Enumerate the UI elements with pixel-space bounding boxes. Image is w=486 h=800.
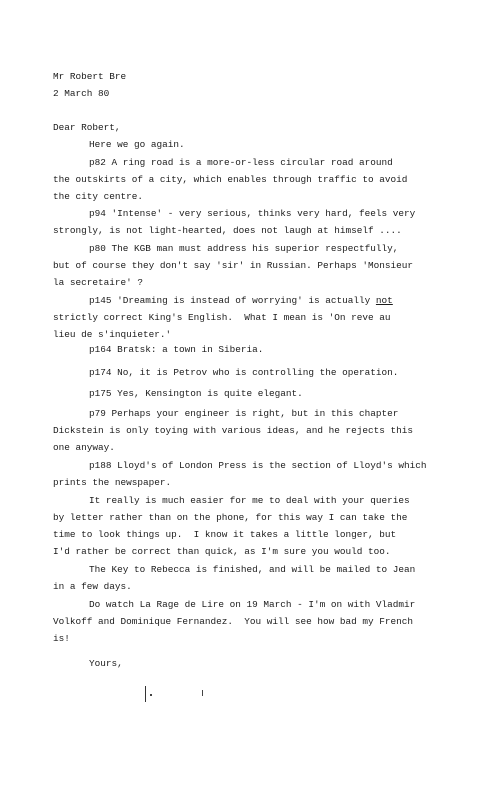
salutation: Dear Robert, bbox=[53, 122, 121, 133]
paragraph-line: by letter rather than on the phone, for this way I can take the bbox=[53, 512, 408, 523]
paragraph-line: one anyway. bbox=[53, 442, 115, 453]
paragraph-line: p175 Yes, Kensington is quite elegant. bbox=[89, 388, 303, 399]
paragraph-line: the outskirts of a city, which enables through traffic to avoid bbox=[53, 174, 408, 185]
paragraph-line: p188 Lloyd's of London Press is the section of Lloyd's which bbox=[89, 460, 427, 471]
recipient-name: Mr Robert Bre bbox=[53, 71, 127, 82]
paragraph-line: strongly, is not light-hearted, does not laugh at himself .... bbox=[53, 225, 402, 236]
paragraph-line: time to look things up. I know it takes a little longer, but bbox=[53, 529, 397, 540]
paragraph-line: in a few days. bbox=[53, 581, 132, 592]
paragraph-line: The Key to Rebecca is finished, and will be mailed to Jean bbox=[89, 564, 416, 575]
paragraph-line: is! bbox=[53, 633, 70, 644]
signature-mark bbox=[202, 690, 203, 696]
paragraph-line bbox=[89, 292, 393, 309]
underlined-word: not bbox=[375, 295, 393, 306]
letter-date: 2 March 80 bbox=[53, 88, 110, 99]
paragraph-line: p79 Perhaps your engineer is right, but in this chapter bbox=[89, 408, 399, 419]
paragraph-line: p94 'Intense' - very serious, thinks very hard, feels very bbox=[89, 208, 416, 219]
paragraph-line: It really is much easier for me to deal with your queries bbox=[89, 495, 410, 506]
paragraph-text: p145 'Dreaming is instead of worrying' is actually bbox=[89, 295, 376, 306]
paragraph-line: prints the newspaper. bbox=[53, 477, 172, 488]
paragraph-line: the city centre. bbox=[53, 191, 144, 202]
paragraph-line: but of course they don't say 'sir' in Russian. Perhaps 'Monsieur bbox=[53, 260, 414, 271]
paragraph-line: Volkoff and Dominique Fernandez. You will see how bad my French bbox=[53, 616, 414, 627]
paragraph-line: p174 No, it is Petrov who is controlling the operation. bbox=[89, 367, 399, 378]
paragraph-line: lieu de s'inquieter.' bbox=[53, 329, 172, 340]
signature-mark bbox=[150, 694, 152, 696]
paragraph-line: I'd rather be correct than quick, as I'm sure you would too. bbox=[53, 546, 391, 557]
paragraph-line: p82 A ring road is a more-or-less circular road around bbox=[89, 157, 393, 168]
intro-line: Here we go again. bbox=[89, 139, 185, 150]
signature-mark bbox=[145, 686, 148, 702]
paragraph-line: p80 The KGB man must address his superior respectfully, bbox=[89, 243, 399, 254]
paragraph-line: la secretaire' ? bbox=[53, 277, 144, 288]
paragraph-line: Dickstein is only toying with various ideas, and he rejects this bbox=[53, 425, 414, 436]
paragraph-line: Do watch La Rage de Lire on 19 March - I'm on with Vladmir bbox=[89, 599, 416, 610]
paragraph-line: p164 Bratsk: a town in Siberia. bbox=[89, 344, 264, 355]
paragraph-line: strictly correct King's English. What I mean is 'On reve au bbox=[53, 312, 391, 323]
closing: Yours, bbox=[89, 658, 123, 669]
